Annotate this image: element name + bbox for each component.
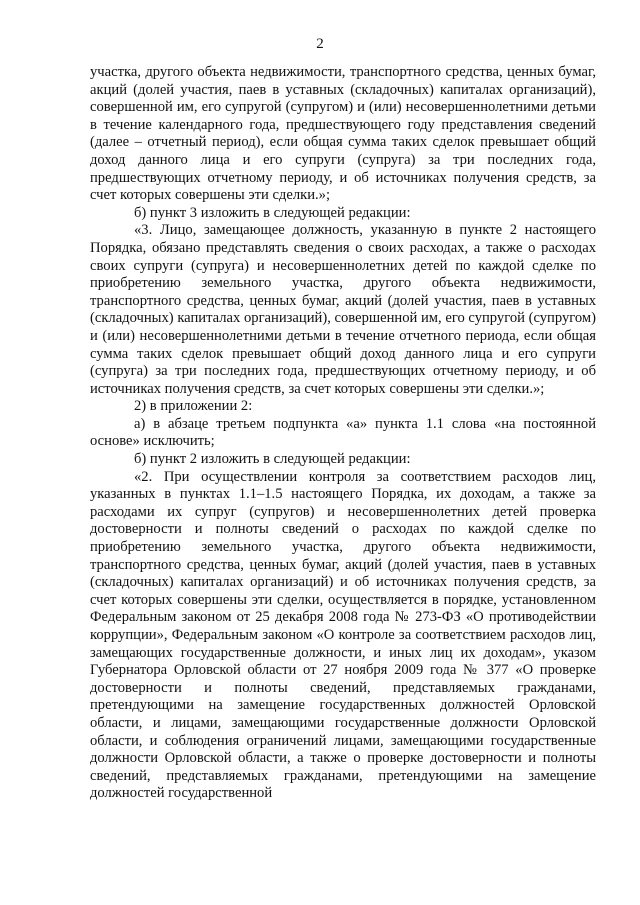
paragraph: участка, другого объекта недвижимости, транспортного средства, ценных бумаг, акций (долей участия, паев в уставных (складочных) капиталах организаций), совершенной им, его супругой (супругом) и (или) несовершеннолетними детьми в течение календарного года, предшествующего году представления сведений (далее – отчетный период), если общая сумма таких сделок превышает общий доход данного лица и его супруги (супруга) за три последних года, предшествующих отчетному периоду, и об источниках получения средств, за счет которых совершены эти сделки.»;	[90, 64, 596, 204]
document-body	[90, 64, 596, 803]
paragraph: 2) в приложении 2:	[134, 398, 253, 415]
paragraph: «2. При осуществлении контроля за соответствием расходов лиц, указанных в пунктах 1.1–1.5 настоящего Порядка, их доходам, а также за расходами их супруг (супругов) и несовершеннолетних детей проверка достоверности и полноты сведений о расходах по каждой сделке по приобретению земельного участка, другого объекта недвижимости, транспортного средства, ценных бумаг, акций (долей участия, паев в уставных (складочных) капиталах организаций) и об источниках получения средств, за счет которых совершены эти сделки, осуществляется в порядке, установленном Федеральным законом от 25 декабря 2008 года № 273-ФЗ «О противодействии коррупции», Федеральным законом «О контроле за соответствием расходов лиц, замещающих государственные должности, и иных лиц их доходам», указом Губернатора Орловской области от 27 ноября 2009 года № 377 «О проверке достоверности и полноты сведений, представляемых гражданами, претендующими на замещение государственных должностей Орловской области, и лицами, замещающими государственные должности Орловской области, и соблюдения ограничений лицами, замещающими государственные должности Орловской области, а также о проверке достоверности и полноты сведений, представляемых гражданами, претендующими на замещение должностей государственной	[90, 468, 596, 802]
paragraph: «3. Лицо, замещающее должность, указанную в пункте 2 настоящего Порядка, обязано представлять сведения о своих расходах, а также о расходах своих супруги (супруга) и несовершеннолетних детей по каждой сделке по приобретению земельного участка, другого объекта недвижимости, транспортного средства, ценных бумаг, акций (долей участия, паев в уставных (складочных) капиталах организаций), совершенной им, его супругой (супругом) и (или) несовершеннолетними детьми в течение отчетного периода, если общая сумма таких сделок превышает общий доход данного лица и его супруги (супруга) за три последних года, предшествующих отчетному периоду, и об источниках получения средств, за счет которых совершены эти сделки.»;	[90, 222, 596, 397]
page-number: 2	[316, 36, 324, 52]
paragraph: а) в абзаце третьем подпункта «а» пункта 1.1 слова «на постоянной основе» исключить;	[90, 415, 596, 450]
paragraph: б) пункт 3 изложить в следующей редакции:	[134, 204, 411, 221]
paragraph: б) пункт 2 изложить в следующей редакции:	[134, 451, 411, 468]
